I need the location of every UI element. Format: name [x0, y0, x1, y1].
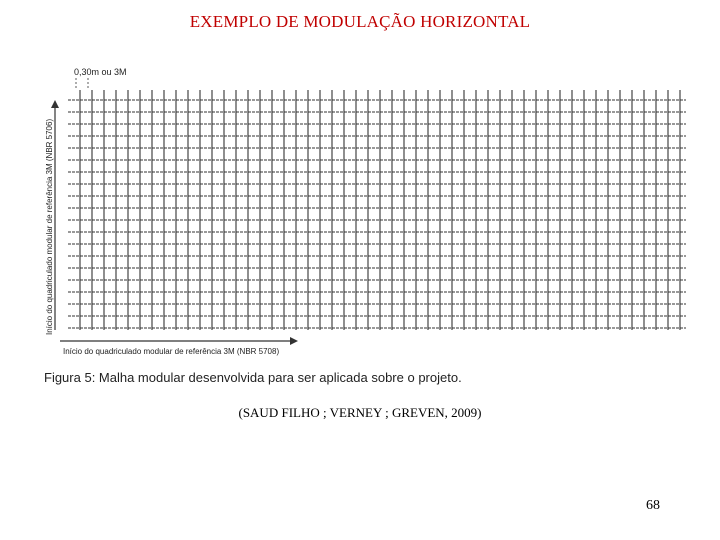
grid-bottom-axis-label: Início do quadriculado modular de referência 3M (NBR 5708) — [63, 347, 280, 356]
citation: (SAUD FILHO ; VERNEY ; GREVEN, 2009) — [238, 405, 482, 420]
bottom-axis-arrowhead — [290, 337, 298, 345]
modular-grid-figure — [36, 60, 696, 400]
figure-caption: Figura 5: Malha modular desenvolvida para ser aplicada sobre o projeto. — [44, 370, 462, 385]
grid-left-axis-label: Início do quadriculado modular de referência 3M (NBR 5706) — [45, 118, 54, 335]
slide-title: EXEMPLO DE MODULAÇÃO HORIZONTAL — [189, 12, 531, 31]
modular-grid — [36, 60, 696, 360]
page-number: 68 — [646, 498, 660, 513]
grid-module-size-label: 0,30m ou 3M — [74, 67, 127, 77]
